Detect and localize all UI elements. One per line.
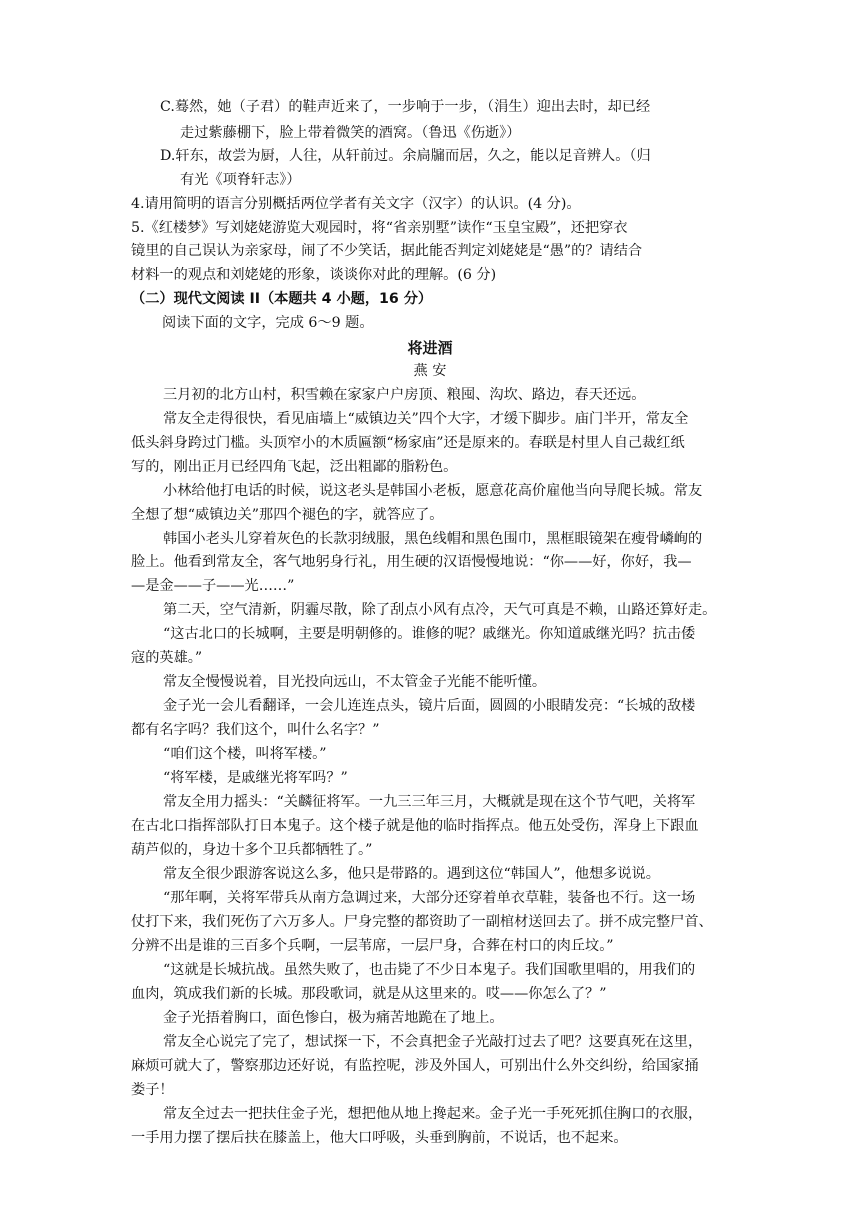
article-line: “将军楼，是戚继光将军吗？” — [163, 770, 348, 786]
article-line: 常友全过去一把扶住金子光，想把他从地上搀起来。金子光一手死死抓住胸口的衣服， — [163, 1106, 703, 1122]
question-5-line-2: 镜里的自己误认为亲家母，闹了不少笑话，据此能否判定刘姥姥是“愚”的？请结合 — [131, 243, 643, 259]
article-line: 仗打下来，我们死伤了六万多人。尸身完整的都资助了一副棺材送回去了。拼不成完整尸首、 — [131, 914, 713, 930]
article-line: 麻烦可就大了，警察那边还好说，有监控呢，涉及外国人，可别出什么外交纠纷，给国家捅 — [131, 1058, 699, 1074]
article-line: 常友全很少跟游客说这么多，他只是带路的。遇到这位“韩国人”，他想多说说。 — [163, 866, 660, 882]
question-5-line-3: 材料一的观点和刘姥姥的形象，谈谈你对此的理解。(6 分) — [131, 267, 497, 283]
section-instruction: 阅读下面的文字，完成 6～9 题。 — [162, 315, 374, 331]
article-line: 葫芦似的，身边十多个卫兵都牺牲了。” — [131, 842, 373, 858]
article-line: 娄子！ — [131, 1082, 174, 1098]
option-d-line-2: 有光《项脊轩志》） — [180, 172, 301, 188]
option-c-line-2: 走过紫藤棚下，脸上带着微笑的酒窝。（鲁迅《伤逝》） — [180, 125, 521, 141]
question-5-line-1: 5.《红楼梦》写刘姥姥游览大观园时，将“省亲别墅”读作“玉皇宝殿”，还把穿衣 — [131, 220, 628, 236]
option-d-line-1: D.轩东，故尝为厨，人往，从轩前过。余扃牖而居，久之，能以足音辨人。（归 — [160, 148, 651, 164]
article-line: 血肉，筑成我们新的长城。那段歌词，就是从这里来的。哎——你怎么了？” — [131, 986, 607, 1002]
article-line: 写的，刚出正月已经四角飞起，泛出粗鄙的脂粉色。 — [131, 459, 458, 475]
article-line: 韩国小老头儿穿着灰色的长款羽绒服，黑色线帽和黑色围巾，黑框眼镜架在瘦骨嶙峋的 — [163, 531, 703, 547]
option-c-line-1: C.蓦然，她（子君）的鞋声近来了，一步响于一步，（涓生）迎出去时，却已经 — [160, 99, 651, 115]
article-author: 燕 安 — [413, 363, 447, 379]
article-line: 低头斜身跨过门槛。头顶窄小的木质匾额“杨家庙”还是原来的。春联是村里人自己裁红纸 — [131, 435, 685, 451]
article-line: 小林给他打电话的时候，说这老头是韩国小老板，愿意花高价雇他当向导爬长城。常友 — [163, 483, 703, 499]
article-line: 常友全慢慢说着，目光投向远山，不太管金子光能不能听懂。 — [163, 674, 547, 690]
article-title: 将进酒 — [407, 339, 453, 357]
question-4: 4.请用简明的语言分别概括两位学者有关文字（汉字）的认识。(4 分)。 — [131, 196, 581, 212]
article-line: 金子光一会儿看翻译，一会儿连连点头，镜片后面，圆圆的小眼睛发亮：“长城的敌楼 — [163, 698, 696, 714]
article-line: 第二天，空气清新，阴霾尽散，除了刮点小风有点冷，天气可真是不赖，山路还算好走。 — [163, 602, 717, 618]
article-line: 在古北口指挥部队打日本鬼子。这个楼子就是他的临时指挥点。他五处受伤，浑身上下跟血 — [131, 818, 699, 834]
section-heading: （二）现代文阅读 II（本题共 4 小题，16 分） — [131, 291, 433, 307]
article-line: 全想了想“威镇边关”那四个褪色的字，就答应了。 — [131, 507, 444, 523]
article-line: 都有名字吗？我们这个，叫什么名字？” — [131, 722, 380, 738]
article-line: 一手用力摆了摆后扶在膝盖上，他大口呼吸，头垂到胸前，不说话，也不起来。 — [131, 1130, 628, 1146]
article-line: 常友全走得很快，看见庙墙上“威镇边关”四个大字，才缓下脚步。庙门半开，常友全 — [163, 411, 689, 427]
article-line: 寇的英雄。” — [131, 650, 203, 666]
article-line: 脸上。他看到常友全，客气地躬身行礼，用生硬的汉语慢慢地说：“你——好，你好，我— — [131, 554, 692, 570]
article-line: “这就是长城抗战。虽然失败了，也击毙了不少日本鬼子。我们国歌里唱的，用我们的 — [163, 962, 696, 978]
article-line: 常友全用力摇头：“关麟征将军。一九三三年三月，大概就是现在这个节气吧，关将军 — [163, 794, 696, 810]
article-line: 常友全心说完了完了，想试探一下，不会真把金子光敲打过去了吧？这要真死在这里， — [163, 1034, 703, 1050]
article-line: 三月初的北方山村，积雪赖在家家户户房顶、粮囤、沟坎、路边，春天还远。 — [163, 387, 646, 403]
article-line: —是金——子——光……” — [131, 578, 295, 594]
article-line: “这古北口的长城啊，主要是明朝修的。谁修的呢？戚继光。你知道戚继光吗？抗击倭 — [163, 626, 696, 642]
article-line: “那年啊，关将军带兵从南方急调过来，大部分还穿着单衣草鞋，装备也不行。这一场 — [163, 890, 696, 906]
article-line: 分辨不出是谁的三百多个兵啊，一层苇席，一层尸身，合葬在村口的肉丘坟。” — [131, 938, 614, 954]
article-line: “咱们这个楼，叫将军楼。” — [163, 746, 327, 762]
article-line: 金子光捂着胸口，面色惨白，极为痛苦地跪在了地上。 — [163, 1010, 504, 1026]
